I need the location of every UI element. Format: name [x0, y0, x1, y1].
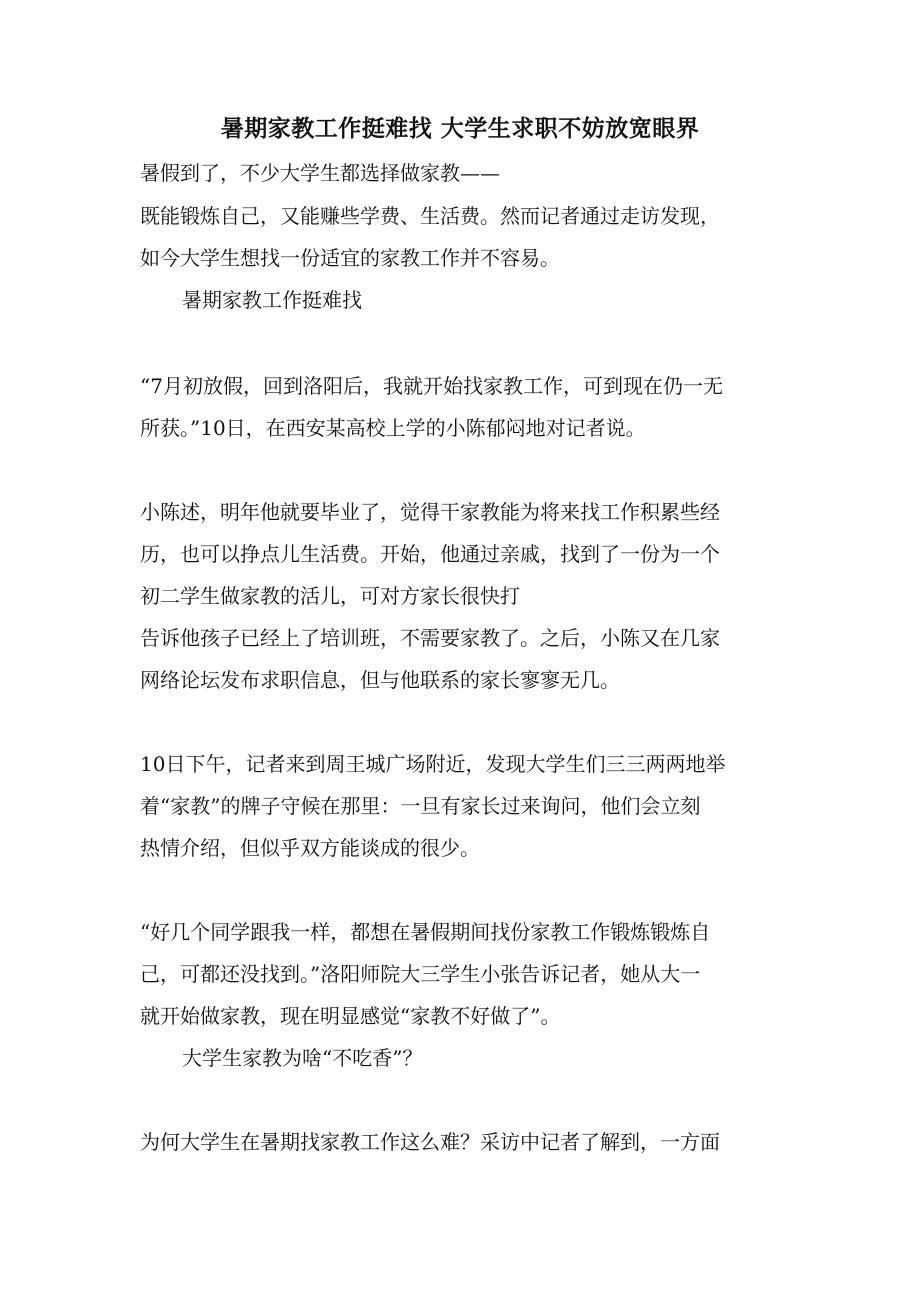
document-title: 暑期家教工作挺难找 大学生求职不妨放宽眼界 [220, 115, 700, 142]
paragraph-line: “好几个同学跟我一样，都想在暑假期间找份家教工作锻炼锻炼自 [140, 920, 711, 944]
paragraph-line: 所获。”10日，在西安某高校上学的小陈郁闷地对记者说。 [140, 416, 646, 440]
paragraph-line: 己，可都还没找到。”洛阳师院大三学生小张告诉记者，她从大一 [140, 962, 701, 986]
paragraph-line: 为何大学生在暑期找家教工作这么难？采访中记者了解到，一方面 [140, 1130, 720, 1154]
paragraph-line: 热情介绍，但似乎双方能谈成的很少。 [140, 836, 480, 860]
paragraph-line: 10日下午，记者来到周王城广场附近，发现大学生们三三两两地举 [140, 752, 726, 776]
paragraph-line: 既能锻炼自己，又能赚些学费、生活费。然而记者通过走访发现， [140, 204, 720, 228]
paragraph-line: 暑假到了，不少大学生都选择做家教—— [140, 161, 500, 185]
section-heading: 暑期家教工作挺难找 [182, 288, 362, 312]
paragraph-line: 历，也可以挣点儿生活费。开始，他通过亲戚，找到了一份为一个 [140, 542, 720, 566]
paragraph-line: 初二学生做家教的活儿，可对方家长很快打 [140, 584, 520, 608]
paragraph-line: 告诉他孩子已经上了培训班，不需要家教了。之后，小陈又在几家 [140, 626, 720, 650]
paragraph-line: 如今大学生想找一份适宜的家教工作并不容易。 [140, 246, 560, 270]
paragraph-line: 小陈述，明年他就要毕业了，觉得干家教能为将来找工作积累些经 [140, 500, 720, 524]
section-heading: 大学生家教为啥“不吃香”？ [182, 1046, 423, 1070]
paragraph-line: 网络论坛发布求职信息，但与他联系的家长寥寥无几。 [140, 668, 620, 692]
paragraph-line: 着“家教”的牌子守候在那里：一旦有家长过来询问，他们会立刻 [140, 794, 701, 818]
paragraph-line: 就开始做家教，现在明显感觉“家教不好做了”。 [140, 1004, 561, 1028]
paragraph-line: “7月初放假，回到洛阳后，我就开始找家教工作，可到现在仍一无 [140, 374, 723, 398]
